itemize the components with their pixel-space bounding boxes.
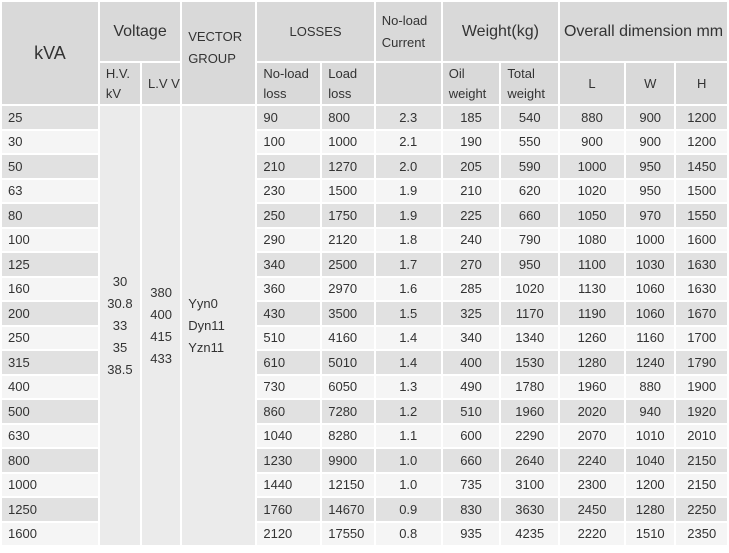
cell-load-loss: 1500 [322,180,374,203]
cell-dim-l: 2020 [560,400,624,423]
cell-dim-l: 2450 [560,498,624,521]
cell-dim-w: 1010 [626,425,674,448]
cell-oil-weight: 285 [443,278,500,301]
cell-dim-l: 900 [560,131,624,154]
cell-dim-w: 940 [626,400,674,423]
cell-oil-weight: 325 [443,302,500,325]
cell-noload-current: 1.0 [376,474,441,497]
header-current-blank [376,63,441,104]
cell-dim-h: 2150 [676,449,727,472]
cell-kva: 200 [2,302,98,325]
cell-noload-loss: 610 [257,351,320,374]
cell-dim-w: 1060 [626,278,674,301]
cell-noload-loss: 730 [257,376,320,399]
cell-dim-w: 950 [626,180,674,203]
cell-load-loss: 14670 [322,498,374,521]
cell-dim-h: 1920 [676,400,727,423]
cell-dim-h: 1550 [676,204,727,227]
cell-noload-current: 1.3 [376,376,441,399]
cell-load-loss: 12150 [322,474,374,497]
lv-values-cell [142,106,180,545]
cell-kva: 25 [2,106,98,129]
cell-noload-loss: 1230 [257,449,320,472]
cell-noload-current: 1.6 [376,278,441,301]
cell-oil-weight: 185 [443,106,500,129]
lv-value: 400 [150,306,172,322]
cell-noload-current: 1.1 [376,425,441,448]
cell-noload-loss: 90 [257,106,320,129]
cell-dim-h: 1700 [676,327,727,350]
cell-dim-h: 1790 [676,351,727,374]
cell-dim-l: 1280 [560,351,624,374]
cell-dim-h: 1600 [676,229,727,252]
cell-total-weight: 1780 [501,376,558,399]
cell-load-loss: 1750 [322,204,374,227]
cell-dim-w: 1030 [626,253,674,276]
header-load-loss: Load loss [322,63,374,104]
cell-noload-current: 2.1 [376,131,441,154]
cell-kva: 30 [2,131,98,154]
cell-dim-w: 1000 [626,229,674,252]
cell-noload-current: 1.2 [376,400,441,423]
cell-noload-loss: 230 [257,180,320,203]
hv-value: 35 [112,339,128,355]
cell-dim-w: 1060 [626,302,674,325]
vector-group-value: Yyn0 [188,295,218,311]
cell-dim-w: 900 [626,106,674,129]
cell-dim-w: 880 [626,376,674,399]
cell-kva: 160 [2,278,98,301]
header-total-weight: Total weight [501,63,558,104]
lv-value: 433 [150,350,172,366]
cell-load-loss: 3500 [322,302,374,325]
cell-oil-weight: 735 [443,474,500,497]
cell-dim-h: 1200 [676,106,727,129]
cell-dim-h: 1630 [676,278,727,301]
cell-oil-weight: 340 [443,327,500,350]
cell-noload-current: 1.4 [376,351,441,374]
header-noload-loss: No-load loss [257,63,320,104]
cell-total-weight: 950 [501,253,558,276]
cell-noload-loss: 510 [257,327,320,350]
header-dim-h: H [676,63,727,104]
cell-total-weight: 2290 [501,425,558,448]
cell-load-loss: 2970 [322,278,374,301]
header-oil-weight: Oil weight [443,63,500,104]
cell-total-weight: 1020 [501,278,558,301]
cell-dim-w: 1040 [626,449,674,472]
cell-oil-weight: 225 [443,204,500,227]
cell-dim-h: 2350 [676,523,727,546]
cell-total-weight: 550 [501,131,558,154]
cell-kva: 250 [2,327,98,350]
header-hv: H.V. kV [100,63,140,104]
cell-dim-l: 2240 [560,449,624,472]
cell-oil-weight: 270 [443,253,500,276]
hv-value: 30 [112,273,128,289]
cell-kva: 500 [2,400,98,423]
cell-total-weight: 3100 [501,474,558,497]
header-losses: LOSSES [257,2,373,61]
cell-kva: 800 [2,449,98,472]
cell-noload-loss: 1040 [257,425,320,448]
cell-dim-w: 1240 [626,351,674,374]
cell-oil-weight: 210 [443,180,500,203]
cell-dim-l: 1130 [560,278,624,301]
cell-kva: 1250 [2,498,98,521]
cell-kva: 1600 [2,523,98,546]
header-dim-w: W [626,63,674,104]
cell-noload-loss: 1440 [257,474,320,497]
cell-dim-l: 1190 [560,302,624,325]
cell-dim-h: 1900 [676,376,727,399]
cell-noload-current: 2.3 [376,106,441,129]
header-weight: Weight(kg) [443,2,558,61]
cell-total-weight: 3630 [501,498,558,521]
cell-total-weight: 790 [501,229,558,252]
cell-dim-w: 900 [626,131,674,154]
cell-load-loss: 1000 [322,131,374,154]
cell-noload-loss: 210 [257,155,320,178]
cell-total-weight: 590 [501,155,558,178]
cell-noload-current: 1.9 [376,204,441,227]
cell-kva: 50 [2,155,98,178]
cell-noload-current: 1.7 [376,253,441,276]
cell-dim-l: 2220 [560,523,624,546]
cell-kva: 100 [2,229,98,252]
header-voltage: Voltage [100,2,180,61]
vector-group-value: Dyn11 [188,317,225,333]
header-overall-dimension: Overall dimension mm [560,2,727,61]
cell-total-weight: 540 [501,106,558,129]
cell-kva: 80 [2,204,98,227]
cell-dim-w: 1510 [626,523,674,546]
cell-dim-l: 1260 [560,327,624,350]
cell-dim-h: 1200 [676,131,727,154]
cell-dim-l: 2070 [560,425,624,448]
cell-load-loss: 4160 [322,327,374,350]
cell-dim-l: 1050 [560,204,624,227]
lv-value: 380 [150,284,172,300]
table-header [2,2,727,104]
cell-load-loss: 9900 [322,449,374,472]
table-row [2,106,727,129]
cell-oil-weight: 510 [443,400,500,423]
header-noload-current: No-load Current [376,2,441,61]
cell-kva: 400 [2,376,98,399]
cell-load-loss: 800 [322,106,374,129]
cell-total-weight: 4235 [501,523,558,546]
cell-load-loss: 7280 [322,400,374,423]
hv-values-cell [100,106,140,545]
vector-group-cell [182,106,255,545]
cell-oil-weight: 660 [443,449,500,472]
cell-noload-loss: 360 [257,278,320,301]
cell-noload-current: 2.0 [376,155,441,178]
cell-oil-weight: 490 [443,376,500,399]
cell-noload-loss: 340 [257,253,320,276]
cell-dim-l: 1080 [560,229,624,252]
cell-noload-current: 1.9 [376,180,441,203]
cell-load-loss: 6050 [322,376,374,399]
lv-value: 415 [150,328,172,344]
cell-noload-current: 0.8 [376,523,441,546]
cell-dim-w: 950 [626,155,674,178]
cell-noload-current: 0.9 [376,498,441,521]
cell-noload-current: 1.0 [376,449,441,472]
cell-oil-weight: 830 [443,498,500,521]
cell-dim-l: 2300 [560,474,624,497]
cell-oil-weight: 600 [443,425,500,448]
cell-noload-loss: 290 [257,229,320,252]
header-vector-group: VECTOR GROUP [182,2,255,104]
cell-dim-w: 970 [626,204,674,227]
cell-noload-loss: 860 [257,400,320,423]
cell-load-loss: 17550 [322,523,374,546]
cell-total-weight: 1170 [501,302,558,325]
cell-noload-loss: 430 [257,302,320,325]
header-kva: kVA [2,2,98,104]
cell-oil-weight: 190 [443,131,500,154]
header-dim-l: L [560,63,624,104]
cell-dim-h: 2010 [676,425,727,448]
vector-group-value: Yzn11 [188,339,225,355]
cell-load-loss: 5010 [322,351,374,374]
cell-oil-weight: 240 [443,229,500,252]
cell-dim-h: 2250 [676,498,727,521]
hv-value: 33 [112,317,128,333]
cell-total-weight: 660 [501,204,558,227]
cell-dim-l: 1960 [560,376,624,399]
cell-dim-h: 1450 [676,155,727,178]
cell-noload-current: 1.4 [376,327,441,350]
cell-kva: 125 [2,253,98,276]
cell-total-weight: 620 [501,180,558,203]
cell-load-loss: 2120 [322,229,374,252]
cell-oil-weight: 205 [443,155,500,178]
cell-dim-h: 1500 [676,180,727,203]
cell-dim-h: 1670 [676,302,727,325]
cell-total-weight: 1530 [501,351,558,374]
hv-value: 38.5 [107,361,133,377]
cell-total-weight: 1340 [501,327,558,350]
cell-load-loss: 1270 [322,155,374,178]
cell-load-loss: 8280 [322,425,374,448]
cell-dim-w: 1280 [626,498,674,521]
cell-noload-current: 1.8 [376,229,441,252]
cell-dim-w: 1200 [626,474,674,497]
cell-kva: 63 [2,180,98,203]
cell-noload-loss: 100 [257,131,320,154]
cell-total-weight: 2640 [501,449,558,472]
cell-oil-weight: 935 [443,523,500,546]
cell-kva: 630 [2,425,98,448]
cell-noload-current: 1.5 [376,302,441,325]
header-lv: L.V V [142,63,180,104]
cell-dim-l: 1100 [560,253,624,276]
cell-kva: 315 [2,351,98,374]
cell-total-weight: 1960 [501,400,558,423]
cell-noload-loss: 250 [257,204,320,227]
cell-dim-l: 1000 [560,155,624,178]
cell-dim-l: 880 [560,106,624,129]
table-body [2,106,727,545]
cell-noload-loss: 1760 [257,498,320,521]
cell-noload-loss: 2120 [257,523,320,546]
hv-value: 30.8 [107,295,133,311]
cell-dim-h: 2150 [676,474,727,497]
cell-dim-h: 1630 [676,253,727,276]
cell-dim-w: 1160 [626,327,674,350]
cell-dim-l: 1020 [560,180,624,203]
cell-oil-weight: 400 [443,351,500,374]
cell-kva: 1000 [2,474,98,497]
cell-load-loss: 2500 [322,253,374,276]
